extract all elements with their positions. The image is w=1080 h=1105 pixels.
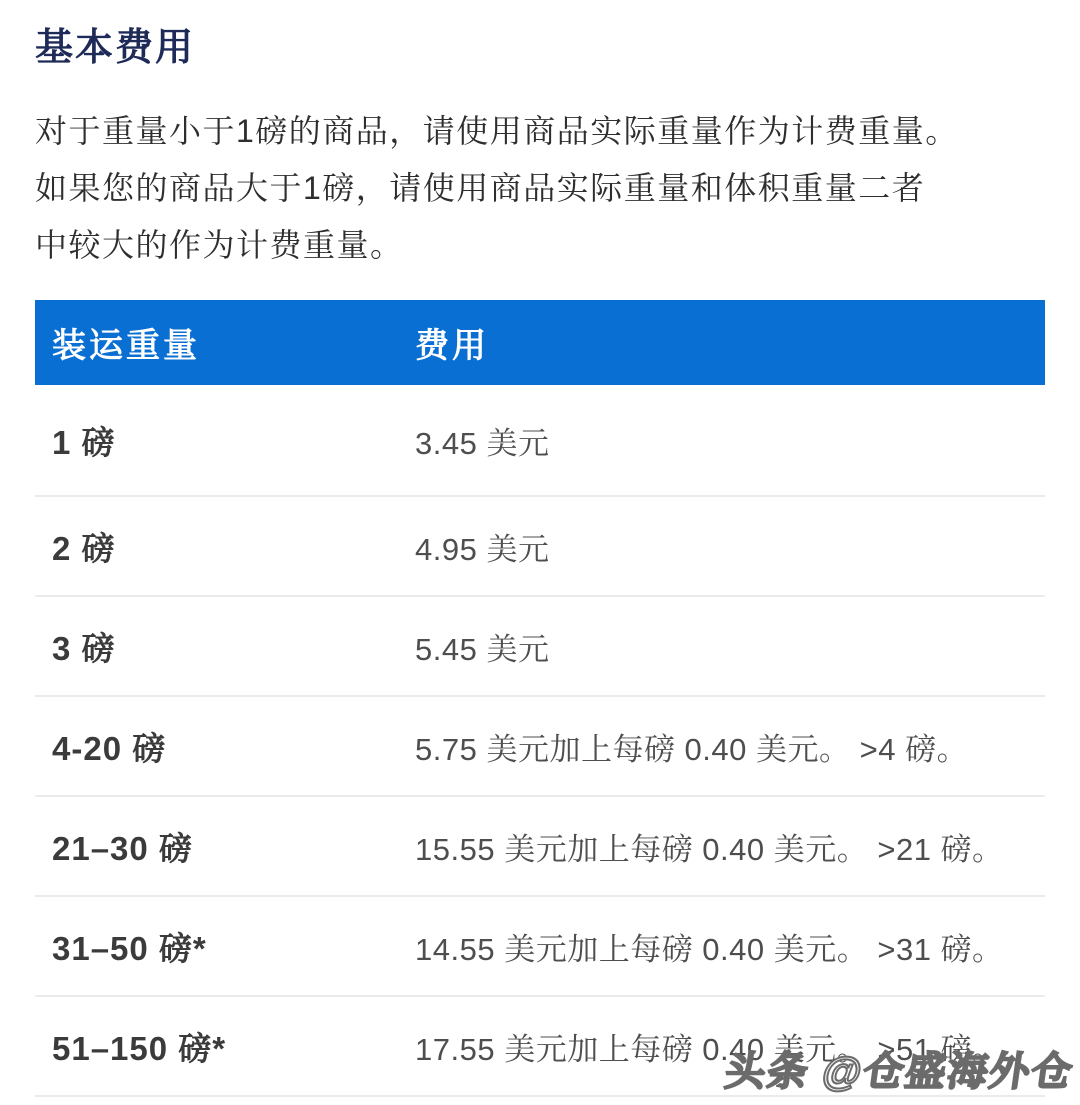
table-row: [35, 697, 1045, 797]
table-body: [35, 385, 1045, 1097]
weight-cell: 4-20 磅: [52, 729, 167, 767]
intro-paragraph: [35, 103, 1045, 274]
table-row: [35, 597, 1045, 697]
fee-cell: 15.55 美元加上每磅 0.40 美元。 >21 磅。: [415, 831, 1004, 867]
fee-cell: 14.55 美元加上每磅 0.40 美元。 >31 磅。: [415, 931, 1004, 967]
table-row: [35, 797, 1045, 897]
fee-table: [35, 300, 1045, 1097]
fee-cell: 3.45 美元: [415, 425, 550, 461]
watermark-toutiao: 头条 @仓盛海外仓: [722, 1050, 1077, 1094]
table-row: [35, 385, 1045, 497]
header-cell-shipping-weight: 装运重量: [52, 327, 200, 365]
weight-cell: 1 磅: [52, 423, 116, 461]
fee-cell: 4.95 美元: [415, 531, 550, 567]
header-cell-fee: 费用: [415, 327, 489, 365]
table-row: [35, 497, 1045, 597]
table-row: [35, 897, 1045, 997]
weight-cell: 31–50 磅*: [52, 929, 207, 967]
page-title: 基本费用: [35, 27, 196, 69]
weight-cell: 2 磅: [52, 529, 116, 567]
fee-cell: 17.55 美元加上每磅 0.40 美元。 >51 磅。: [415, 1031, 1004, 1067]
table-header-row: [35, 300, 1045, 385]
intro-line-2: 如果您的商品大于1磅，请使用商品实际重量和体积重量二者: [35, 170, 926, 206]
fee-cell: 5.45 美元: [415, 631, 550, 667]
fee-cell: 5.75 美元加上每磅 0.40 美元。 >4 磅。: [415, 731, 969, 767]
weight-cell: 21–30 磅: [52, 829, 193, 867]
weight-cell: 51–150 磅*: [52, 1029, 227, 1067]
intro-line-1: 对于重量小于1磅的商品，请使用商品实际重量作为计费重量。: [35, 113, 959, 149]
weight-cell: 3 磅: [52, 629, 116, 667]
intro-line-3: 中较大的作为计费重量。: [35, 227, 404, 263]
